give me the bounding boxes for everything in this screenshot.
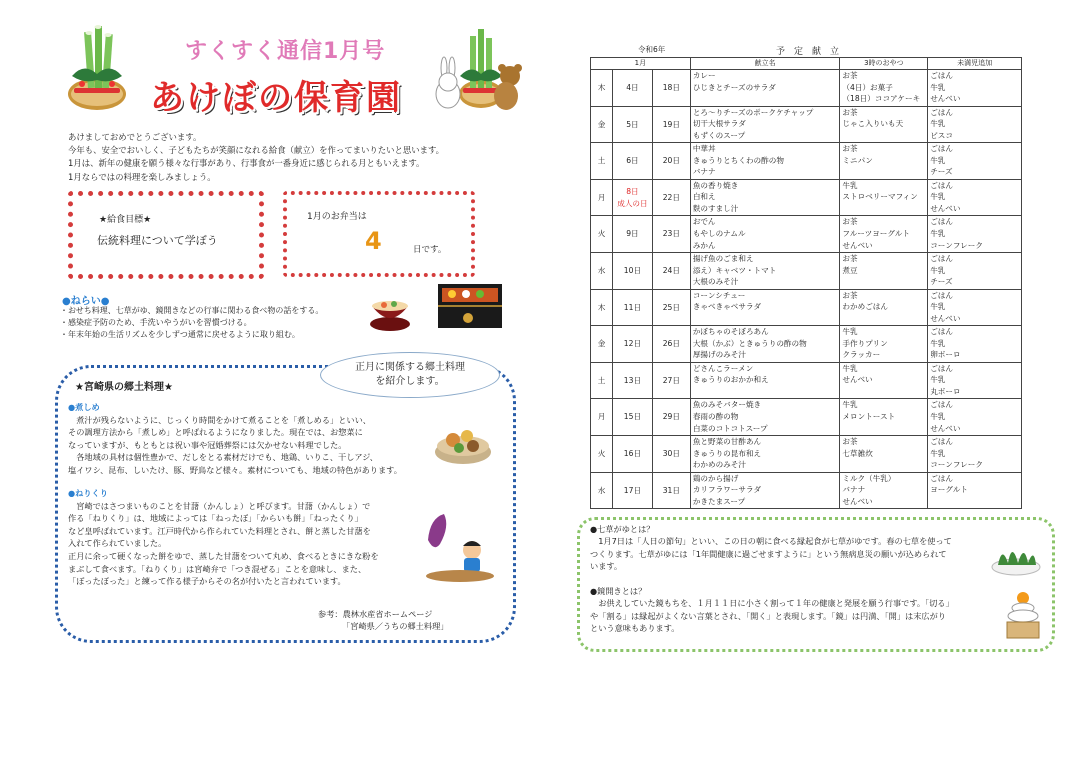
date: 9日	[626, 229, 639, 239]
menu-dishes	[690, 106, 840, 143]
menu-snack	[840, 289, 928, 326]
local-cuisine-title: ★宮崎県の郷土料理★	[75, 382, 173, 393]
date: 27日	[662, 375, 680, 385]
nerikuri-heading: ●ねりくり	[68, 488, 108, 498]
menu-extra	[928, 362, 1022, 399]
snack-item: せんべい	[842, 375, 873, 385]
date: 30日	[662, 448, 680, 458]
menu-date-2	[652, 106, 690, 143]
dish: みかん	[692, 240, 716, 250]
menu-extra	[928, 179, 1022, 216]
menu-row	[591, 216, 1022, 253]
extra-item: ビスコ	[930, 130, 953, 140]
dish: きゅうりの昆布和え	[692, 448, 762, 458]
speech-bubble	[320, 352, 500, 398]
menu-snack	[840, 143, 928, 180]
menu-date-1	[612, 362, 652, 399]
extra-item: ごはん	[930, 436, 953, 446]
date: 11日	[623, 302, 642, 312]
dish: 魚の香り焼き	[692, 180, 739, 190]
extra-item: 牛乳	[930, 192, 946, 202]
menu-row	[591, 252, 1022, 289]
menu-dishes	[690, 143, 840, 180]
menu-extra	[928, 472, 1022, 509]
nerikuri-line: 入れて作られていました。	[68, 538, 167, 549]
menu-date-1	[612, 216, 652, 253]
date: 13日	[623, 375, 642, 385]
dish: 厚揚げのみそ汁	[692, 350, 746, 360]
nerikuri-line: など皇呼ばれています。江戸時代から作られていた料理とされ、餅と蒸した甘藷を	[68, 525, 371, 536]
dish: 添え）キャベツ・トマト	[692, 265, 777, 275]
nishime-line: 各地域の具材は個性豊かで、だしをとる素材だけでも、地鶏、いりこ、干しアジ、	[68, 452, 378, 463]
menu-title: 予 定 献 立	[776, 47, 840, 57]
dow: 水	[597, 265, 606, 275]
menu-snack	[840, 179, 928, 216]
lunch-goal-text: 伝統料理について学ぼう	[97, 234, 218, 247]
extra-item: ごはん	[930, 400, 953, 410]
snack-item: 牛乳	[842, 363, 858, 373]
nanakusa-line: 1月7日は「人日の節句」といい、この日の朝に食べる縁起食が七草がゆです。春の七草を使って	[590, 536, 952, 547]
menu-snack	[840, 435, 928, 472]
greeting-line: あけましておめでとうございます。	[68, 132, 202, 142]
date: 31日	[662, 485, 680, 495]
menu-snack	[840, 70, 928, 107]
menu-day-of-week	[591, 289, 613, 326]
menu-dishes	[690, 362, 840, 399]
nerikuri-line: 作る「ねりくり」は、地域によっては「ねったぼ」「からいも餅」「ねったくり」	[68, 513, 363, 524]
sweet-potato-icon	[420, 510, 500, 584]
menu-date-1	[612, 435, 652, 472]
nishime-line: 塩イワシ、昆布、しいたけ、豚、野鳥など様々。素材についても、地域の特色があります。	[68, 464, 402, 475]
menu-date-1	[612, 472, 652, 509]
snack-item: 牛乳	[842, 400, 858, 410]
col-snack: 3時のおやつ	[840, 58, 928, 70]
col-menu: 献立名	[690, 58, 840, 70]
menu-date-1	[612, 106, 652, 143]
menu-extra	[928, 435, 1022, 472]
menu-date-1	[612, 399, 652, 436]
extra-item: 牛乳	[930, 228, 946, 238]
date: 8日	[626, 186, 639, 196]
menu-date-2	[652, 362, 690, 399]
menu-dishes	[690, 179, 840, 216]
menu-snack	[840, 399, 928, 436]
dish: とろ～りチーズのポークケチャップ	[692, 107, 814, 117]
date: 24日	[662, 265, 680, 275]
menu-date-2	[652, 289, 690, 326]
snack-item: じゃこ入りいも天	[842, 119, 904, 129]
dish: カレー	[692, 71, 716, 80]
menu-row	[591, 289, 1022, 326]
menu-day-of-week	[591, 70, 613, 107]
menu-dishes	[690, 435, 840, 472]
snack-item: （18日）ココアケーキ	[842, 94, 921, 104]
dow: 金	[597, 119, 606, 129]
menu-extra	[928, 143, 1022, 180]
menu-day-of-week	[591, 179, 613, 216]
date: 18日	[662, 83, 680, 92]
date: 10日	[623, 265, 642, 275]
extra-item: 丸ボーロ	[930, 386, 961, 396]
nishime-dish-icon	[433, 418, 493, 466]
nishime-heading: ●煮しめ	[68, 402, 100, 412]
kagami-heading: ●鏡開きとは？	[590, 586, 647, 596]
dow: 火	[597, 448, 606, 458]
dow: 金	[597, 339, 606, 349]
menu-date-2	[652, 399, 690, 436]
menu-date-2	[652, 70, 690, 107]
reference-line: 「宮崎県／うちの郷土料理」	[342, 621, 449, 631]
menu-extra	[928, 399, 1022, 436]
dish: 白菜のコトコトスープ	[692, 423, 768, 433]
dish: きゃべきゃべサラダ	[692, 302, 762, 312]
extra-item: ごはん	[930, 217, 953, 227]
dish: 中華丼	[692, 144, 716, 154]
date: 25日	[662, 302, 680, 312]
menu-row	[591, 399, 1022, 436]
newsletter-subtitle: すくすく通信1月号	[185, 39, 386, 64]
nanakusa-line: います。	[590, 561, 623, 572]
snack-item: お茶	[842, 290, 858, 300]
aim-item: ・おせち料理、七草がゆ、鏡開きなどの行事に関わる食べ物の話をする。	[60, 306, 324, 315]
dish: カリフラワーサラダ	[692, 485, 762, 495]
snack-item: 七草雑炊	[842, 448, 873, 458]
kagami-mochi-icon	[1003, 590, 1043, 642]
extra-item: 牛乳	[930, 375, 946, 385]
date: 6日	[626, 156, 639, 166]
nanakusa-block	[590, 523, 952, 573]
kagami-line: お供えしていた鏡もちを、１月１１日に小さく割って１年の健康と発展を願う行事です。「切る」	[590, 598, 954, 609]
greeting-line: 1月ならではの料理を楽しみましょう。	[68, 171, 216, 182]
date: 20日	[662, 156, 680, 166]
dish: きゅうりのおかか和え	[692, 375, 769, 385]
bubble-line: を紹介します。	[375, 376, 445, 387]
extra-item: 牛乳	[930, 302, 946, 312]
dow: 土	[597, 375, 606, 385]
menu-day-of-week	[591, 362, 613, 399]
dish: かぼちゃのそぼろあん	[692, 327, 769, 337]
bento-suffix: 日です。	[413, 245, 447, 255]
lunch-goal-box	[68, 191, 264, 279]
nanakusa-heading: ●七草がゆとは？	[590, 524, 655, 534]
menu-snack	[840, 252, 928, 289]
extra-item: ヨーグルト	[930, 485, 968, 495]
col-month: 1月	[591, 58, 691, 70]
dish: 大根のみそ汁	[692, 277, 739, 287]
greeting-line: 1月は、新年の健康を願う様々な行事があり、行事食が一番身近に感じられる月ともいえます。	[68, 158, 425, 169]
date: 16日	[623, 448, 642, 458]
date: 4日	[626, 83, 639, 92]
menu-row	[591, 179, 1022, 216]
snack-item: お茶	[842, 144, 858, 154]
date: 15日	[623, 412, 642, 422]
kagami-line: という意味もあります。	[590, 623, 680, 634]
date: 29日	[662, 412, 680, 422]
extra-item: ごはん	[930, 327, 953, 337]
nerikuri-line: 正月に余って硬くなった餅をゆで、蒸した甘藷をついて丸め、食べるときにきな粉を	[68, 550, 379, 561]
menu-row	[591, 106, 1022, 143]
nishime-block	[68, 401, 402, 477]
dish: バナナ	[692, 167, 716, 177]
menu-extra	[928, 216, 1022, 253]
menu-dishes	[690, 472, 840, 509]
date: 26日	[662, 339, 680, 349]
snack-item: せんべい	[842, 240, 873, 250]
nerikuri-line: 「ぼったぼった」と練って作る様子からその名が付いたと言われています。	[68, 576, 346, 587]
osechi-icon	[368, 280, 508, 336]
menu-extra	[928, 326, 1022, 363]
extra-item: ごはん	[930, 290, 953, 300]
dish: 切干大根サラダ	[692, 119, 746, 129]
kagami-block	[590, 585, 954, 635]
menu-date-2	[652, 143, 690, 180]
snack-item: メロントースト	[842, 411, 896, 421]
menu-dishes	[690, 216, 840, 253]
date: 19日	[662, 119, 680, 129]
dish: わかめのみそ汁	[692, 460, 746, 470]
menu-date-2	[652, 472, 690, 509]
menu-date-1	[612, 326, 652, 363]
menu-snack	[840, 326, 928, 363]
lunch-goal-label: ★給食目標★	[99, 215, 152, 225]
date: 17日	[623, 485, 642, 495]
menu-row	[591, 70, 1022, 107]
menu-dishes	[690, 252, 840, 289]
menu-day-of-week	[591, 143, 613, 180]
greeting-text	[68, 131, 488, 184]
menu-dishes	[690, 326, 840, 363]
menu-date-2	[652, 326, 690, 363]
nerikuri-block	[68, 487, 379, 588]
extra-item: せんべい	[930, 94, 961, 104]
date: 5日	[626, 119, 639, 129]
dow: 月	[597, 412, 606, 422]
menu-date-2	[652, 252, 690, 289]
dish: もやしのナムル	[692, 228, 746, 238]
extra-item: ごはん	[930, 363, 953, 373]
aim-item: ・年末年始の生活リズムを少しずつ通常に戻せるように取り組む。	[60, 330, 300, 339]
menu-extra	[928, 70, 1022, 107]
menu-table	[590, 57, 1022, 509]
extra-item: せんべい	[930, 203, 961, 213]
extra-item: ごはん	[930, 144, 953, 154]
extra-item: 牛乳	[930, 411, 946, 421]
snack-item: お茶	[842, 107, 858, 117]
dish: きゅうりとちくわの酢の物	[692, 155, 784, 165]
dow: 木	[597, 83, 606, 92]
reference-line: 参考：農林水産省ホームページ	[318, 609, 433, 619]
menu-row	[591, 362, 1022, 399]
dish: もずくのスープ	[692, 130, 746, 140]
nerikuri-line: まぶして食べます。「ねりくり」は宮崎弁で「つき混ぜる」ことを意味し、また、	[68, 563, 367, 574]
extra-item: ごはん	[930, 180, 953, 190]
extra-item: せんべい	[930, 313, 961, 323]
menu-era: 令和6年	[638, 45, 666, 54]
aim-item: ・感染症予防のため、手洗いやうがいを習慣づける。	[60, 318, 252, 327]
extra-item: ごはん	[930, 253, 953, 263]
animals-icon	[432, 54, 522, 112]
extra-item: 牛乳	[930, 155, 946, 165]
dish: 魚と野菜の甘酢あん	[692, 436, 762, 446]
nursery-title: あけぼの保育園	[150, 78, 402, 118]
dow: 土	[597, 156, 606, 166]
snack-item: バナナ	[842, 485, 866, 495]
nishime-line: なっていますが、もともとは祝い事や冠婚葬祭には欠かせない料理でした。	[68, 439, 347, 450]
menu-row	[591, 472, 1022, 509]
dish: ひじきとチーズのサラダ	[692, 82, 776, 92]
bento-day: 4	[365, 227, 382, 255]
menu-day-of-week	[591, 216, 613, 253]
menu-dishes	[690, 70, 840, 107]
menu-snack	[840, 472, 928, 509]
bubble-line: 正月に関係する郷土料理	[355, 362, 465, 373]
nerikuri-line: 宮崎ではさつまいものことを甘藷（かんしょ）と呼びます。甘藷（かんしょ）で	[68, 500, 371, 511]
snack-item: ミルク（牛乳）	[842, 473, 896, 483]
snack-item: 牛乳	[842, 327, 858, 337]
menu-date-1	[612, 179, 652, 216]
menu-snack	[840, 106, 928, 143]
extra-item: 牛乳	[930, 119, 946, 129]
dish: 大根（かぶ）ときゅうりの酢の物	[692, 338, 807, 348]
snack-item: ミニパン	[842, 155, 873, 165]
menu-date-2	[652, 179, 690, 216]
nishime-line: 煮汁が残らないように、じっくり時間をかけて煮ることを「煮しめる」といい、	[68, 414, 371, 425]
menu-dishes	[690, 399, 840, 436]
menu-day-of-week	[591, 326, 613, 363]
dish: 鶏のから揚げ	[692, 473, 739, 483]
extra-item: 牛乳	[930, 448, 946, 458]
menu-day-of-week	[591, 472, 613, 509]
date: 12日	[623, 339, 642, 349]
snack-item: お茶	[842, 71, 858, 80]
kagami-line: や「割る」は縁起がよくない言葉とされ、「開く」と表現します。「鏡」は円満、「開」は末広がり	[590, 610, 946, 621]
extra-item: チーズ	[930, 167, 953, 177]
extra-item: コーンフレーク	[930, 240, 983, 250]
menu-date-1	[612, 289, 652, 326]
menu-extra	[928, 252, 1022, 289]
extra-item: ごはん	[930, 473, 953, 483]
snack-item: わかめごはん	[842, 302, 888, 312]
dow: 水	[597, 485, 606, 495]
col-extra: 未満児追加	[928, 58, 1022, 70]
dish: かきたまスープ	[692, 496, 746, 506]
menu-extra	[928, 289, 1022, 326]
snack-item: お茶	[842, 217, 858, 227]
extra-item: 卵ボーロ	[930, 350, 961, 360]
snack-item: ストロベリーマフィン	[842, 192, 918, 202]
menu-day-of-week	[591, 435, 613, 472]
holiday: 成人の日	[617, 198, 648, 208]
dish: どさんこラーメン	[692, 363, 754, 373]
menu-date-1	[612, 252, 652, 289]
extra-item: 牛乳	[930, 338, 946, 348]
extra-item: ごはん	[930, 71, 953, 80]
dish: おでん	[692, 217, 716, 227]
snack-item: 手作りプリン	[842, 338, 888, 348]
extra-item: チーズ	[930, 277, 953, 287]
reference	[318, 608, 448, 632]
menu-day-of-week	[591, 399, 613, 436]
menu-row	[591, 326, 1022, 363]
nanakusa-herbs-icon	[990, 535, 1042, 577]
snack-item: せんべい	[842, 496, 873, 506]
snack-item: お茶	[842, 253, 858, 263]
extra-item: せんべい	[930, 423, 961, 433]
snack-item: お茶	[842, 436, 858, 446]
bento-label: 1月のお弁当は	[307, 212, 367, 222]
snack-item: 煮豆	[842, 265, 858, 275]
menu-date-2	[652, 435, 690, 472]
snack-item: クラッカー	[842, 350, 881, 360]
extra-item: コーンフレーク	[930, 460, 983, 470]
menu-date-2	[652, 216, 690, 253]
greeting-line: 今年も、安全でおいしく、子どもたちが笑顔になれる給食（献立）を作ってまいりたいと思います。	[68, 145, 445, 156]
snack-item: （4日）お菓子	[842, 82, 893, 92]
menu-header-row	[591, 58, 1022, 70]
dow: 火	[597, 229, 606, 239]
dish: 揚げ魚のごま和え	[692, 253, 754, 263]
dish: コーンシチュー	[692, 290, 746, 300]
menu-snack	[840, 216, 928, 253]
dish: 春雨の酢の物	[692, 411, 739, 421]
kadomatsu-left-icon	[66, 24, 128, 112]
snack-item: 牛乳	[842, 180, 858, 190]
menu-extra	[928, 106, 1022, 143]
menu-row	[591, 435, 1022, 472]
nanakusa-line: つくります。七草がゆには「1年間健康に過ごせますように」という無病息災の願いが込められて	[590, 548, 947, 559]
menu-date-1	[612, 143, 652, 180]
menu-date-1	[612, 70, 652, 107]
dish: 麩のすまし汁	[692, 203, 739, 213]
dish: 白和え	[692, 192, 716, 202]
date: 22日	[662, 192, 680, 202]
menu-dishes	[690, 289, 840, 326]
aims-list	[60, 305, 390, 341]
menu-day-of-week	[591, 106, 613, 143]
menu-row	[591, 143, 1022, 180]
dow: 月	[597, 192, 606, 202]
aims-title: ●ねらい●	[62, 296, 110, 307]
extra-item: ごはん	[930, 107, 953, 117]
dish: 魚のみそバター焼き	[692, 400, 762, 410]
menu-snack	[840, 362, 928, 399]
bento-day-box	[283, 191, 475, 277]
extra-item: 牛乳	[930, 82, 946, 92]
nishime-line: その調理方法から「煮しめ」と呼ばれるようになりました。現在では、お惣菜に	[68, 427, 363, 438]
extra-item: 牛乳	[930, 265, 946, 275]
dow: 木	[597, 302, 606, 312]
date: 23日	[662, 229, 680, 239]
menu-day-of-week	[591, 252, 613, 289]
snack-item: フルーツヨーグルト	[842, 228, 910, 238]
